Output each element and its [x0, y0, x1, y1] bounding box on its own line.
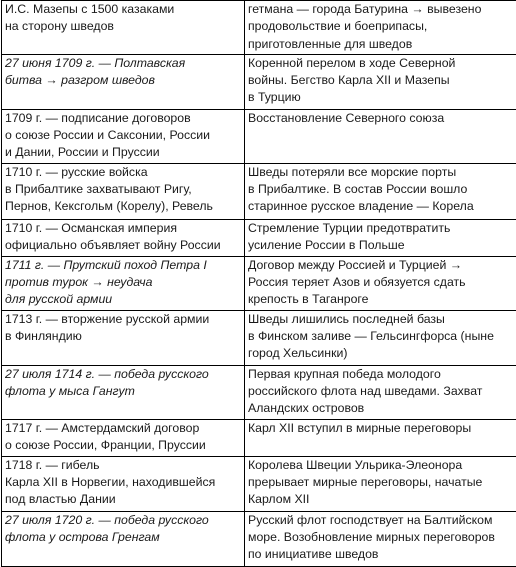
event-cell: 27 июля 1714 г. — победа русского флота у мыса Гангут — [2, 365, 245, 419]
table-row — [2, 310, 516, 365]
table-row — [2, 256, 516, 310]
table-row — [2, 419, 516, 456]
event-cell: 1711 г. — Прутский поход Петра I против турок → неудача для русской армии — [2, 256, 245, 310]
result-cell: Королева Швеции Ульрика-Элеонора прерывает мирные переговоры, начатые Карлом XII — [245, 456, 516, 511]
table-row — [2, 365, 516, 419]
table-row — [2, 163, 516, 219]
result-cell: Шведы потеряли все морские порты в Прибалтике. В состав России вошло старинное русское владение — Корела — [245, 163, 516, 219]
table-row — [2, 219, 516, 256]
table-row — [2, 511, 516, 566]
event-cell: И.С. Мазепы с 1500 казаками на сторону шведов — [2, 1, 245, 55]
table-row — [2, 1, 516, 55]
result-cell: Шведы лишились последней базы в Финском заливе — Гельсингфорса (ныне город Хельсинки) — [245, 310, 516, 365]
result-cell: Восстановление Северного союза — [245, 109, 516, 163]
event-cell: 1710 г. — Османская империя официально объявляет войну России — [2, 219, 245, 256]
result-cell: Первая крупная победа молодого российского флота над шведами. Захват Аландских островов — [245, 365, 516, 419]
event-cell: 1717 г. — Амстердамский договор о союзе России, Франции, Пруссии — [2, 419, 245, 456]
result-cell: Договор между Россией и Турцией → Россия теряет Азов и обязуется сдать крепость в Таганроге — [245, 256, 516, 310]
event-cell: 1710 г. — русские войска в Прибалтике захватывают Ригу, Пернов, Кексгольм (Корелу), Ревель — [2, 163, 245, 219]
table-row — [2, 456, 516, 511]
table-row — [2, 109, 516, 163]
result-cell: гетмана — города Батурина → вывезено продовольствие и боеприпасы, приготовленные для шведов — [245, 1, 516, 55]
result-cell: Коренной перелом в ходе Северной войны. Бегство Карла XII и Мазепы в Турцию — [245, 54, 516, 109]
event-cell: 27 июня 1709 г. — Полтавская битва → разгром шведов — [2, 54, 245, 109]
result-cell: Стремление Турции предотвратить усиление России в Польше — [245, 219, 516, 256]
event-cell: 27 июля 1720 г. — победа русского флота у острова Гренгам — [2, 511, 245, 566]
result-cell: Карл XII вступил в мирные переговоры — [245, 419, 516, 456]
result-cell: Русский флот господствует на Балтийском море. Возобновление мирных переговоров по инициативе шведов — [245, 511, 516, 566]
chronology-table — [1, 0, 516, 567]
table-row — [2, 54, 516, 109]
event-cell: 1709 г. — подписание договоров о союзе России и Саксонии, России и Дании, России и Пруссии — [2, 109, 245, 163]
event-cell: 1718 г. — гибель Карла XII в Норвегии, находившейся под властью Дании — [2, 456, 245, 511]
event-cell: 1713 г. — вторжение русской армии в Финляндию — [2, 310, 245, 365]
